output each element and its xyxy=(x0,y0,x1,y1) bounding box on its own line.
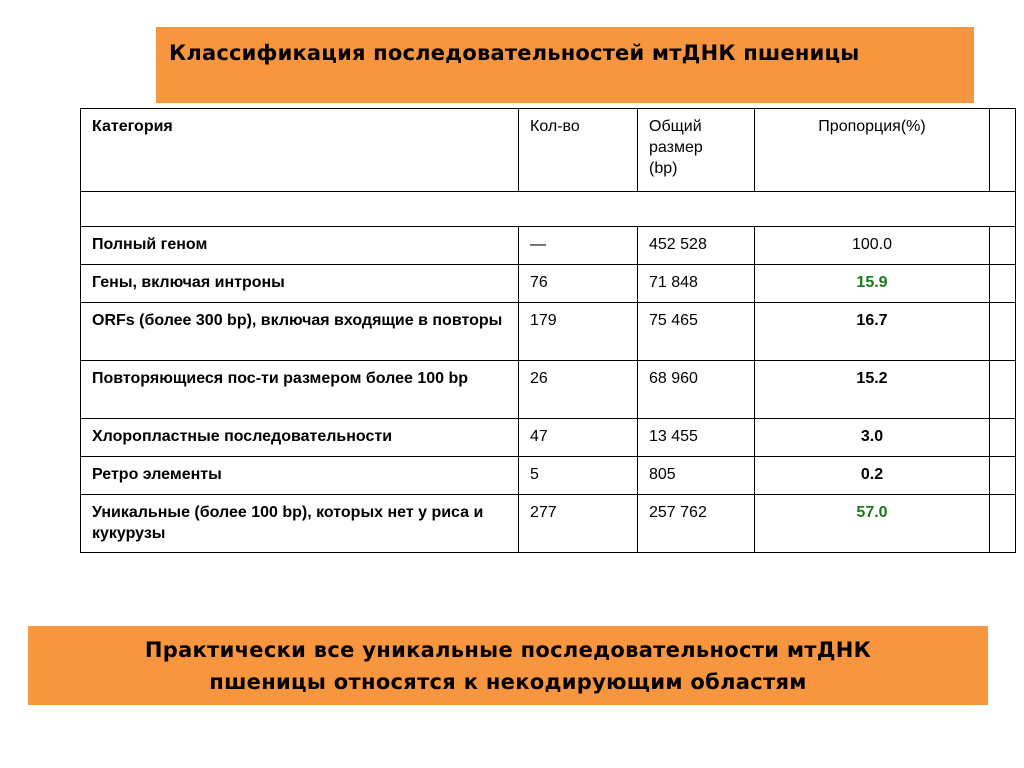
table-row xyxy=(81,361,1016,419)
row-extra-cell xyxy=(990,227,1016,265)
row-category: Повторяющиеся пос-ти размером более 100 bp xyxy=(81,361,519,419)
row-proportion: 15.9 xyxy=(755,265,990,303)
header-count: Кол-во xyxy=(519,109,638,192)
row-proportion: 3.0 xyxy=(755,419,990,457)
row-size: 805 xyxy=(638,457,755,495)
row-count: 277 xyxy=(519,495,638,553)
row-category: ORFs (более 300 bp), включая входящие в повторы xyxy=(81,303,519,361)
row-proportion: 15.2 xyxy=(755,361,990,419)
row-count: 26 xyxy=(519,361,638,419)
row-size: 257 762 xyxy=(638,495,755,553)
row-proportion: 0.2 xyxy=(755,457,990,495)
row-extra-cell xyxy=(990,419,1016,457)
row-extra-cell xyxy=(990,495,1016,553)
row-size: 68 960 xyxy=(638,361,755,419)
table-header-row xyxy=(81,109,1016,192)
header-category: Категория xyxy=(81,109,519,192)
row-count: — xyxy=(519,227,638,265)
row-proportion: 57.0 xyxy=(755,495,990,553)
page-title: Классификация последовательностей мтДНК пшеницы xyxy=(169,41,860,65)
row-category: Ретро элементы xyxy=(81,457,519,495)
row-count: 5 xyxy=(519,457,638,495)
header-size xyxy=(638,109,755,192)
row-extra-cell xyxy=(990,303,1016,361)
row-extra-cell xyxy=(990,361,1016,419)
table-spacer-row xyxy=(81,192,1016,227)
table-row xyxy=(81,303,1016,361)
table-row xyxy=(81,457,1016,495)
conclusion-banner xyxy=(28,626,988,705)
row-category: Гены, включая интроны xyxy=(81,265,519,303)
row-count: 47 xyxy=(519,419,638,457)
table-row xyxy=(81,495,1016,553)
conclusion-line-1: Практически все уникальные последовательности мтДНК xyxy=(144,638,872,662)
conclusion-line-2: пшеницы относятся к некодирующим областям xyxy=(209,670,807,694)
table-row xyxy=(81,265,1016,303)
classification-table xyxy=(80,108,1016,553)
row-size: 75 465 xyxy=(638,303,755,361)
row-size: 71 848 xyxy=(638,265,755,303)
header-extra-cell xyxy=(990,109,1016,192)
header-size-line2: размер xyxy=(649,139,703,156)
row-count: 179 xyxy=(519,303,638,361)
row-proportion: 100.0 xyxy=(755,227,990,265)
header-proportion: Пропорция(%) xyxy=(755,109,990,192)
header-size-line1: Общий xyxy=(649,118,702,135)
row-category: Хлоропластные последовательности xyxy=(81,419,519,457)
header-size-line3: (bp) xyxy=(649,160,678,177)
row-category: Уникальные (более 100 bp), которых нет у риса и кукурузы xyxy=(81,495,519,553)
row-proportion: 16.7 xyxy=(755,303,990,361)
row-size: 452 528 xyxy=(638,227,755,265)
spacer-cell xyxy=(81,192,1016,227)
row-extra-cell xyxy=(990,457,1016,495)
row-count: 76 xyxy=(519,265,638,303)
table-row xyxy=(81,227,1016,265)
title-banner xyxy=(156,27,974,103)
row-category: Полный геном xyxy=(81,227,519,265)
row-extra-cell xyxy=(990,265,1016,303)
table-row xyxy=(81,419,1016,457)
row-size: 13 455 xyxy=(638,419,755,457)
